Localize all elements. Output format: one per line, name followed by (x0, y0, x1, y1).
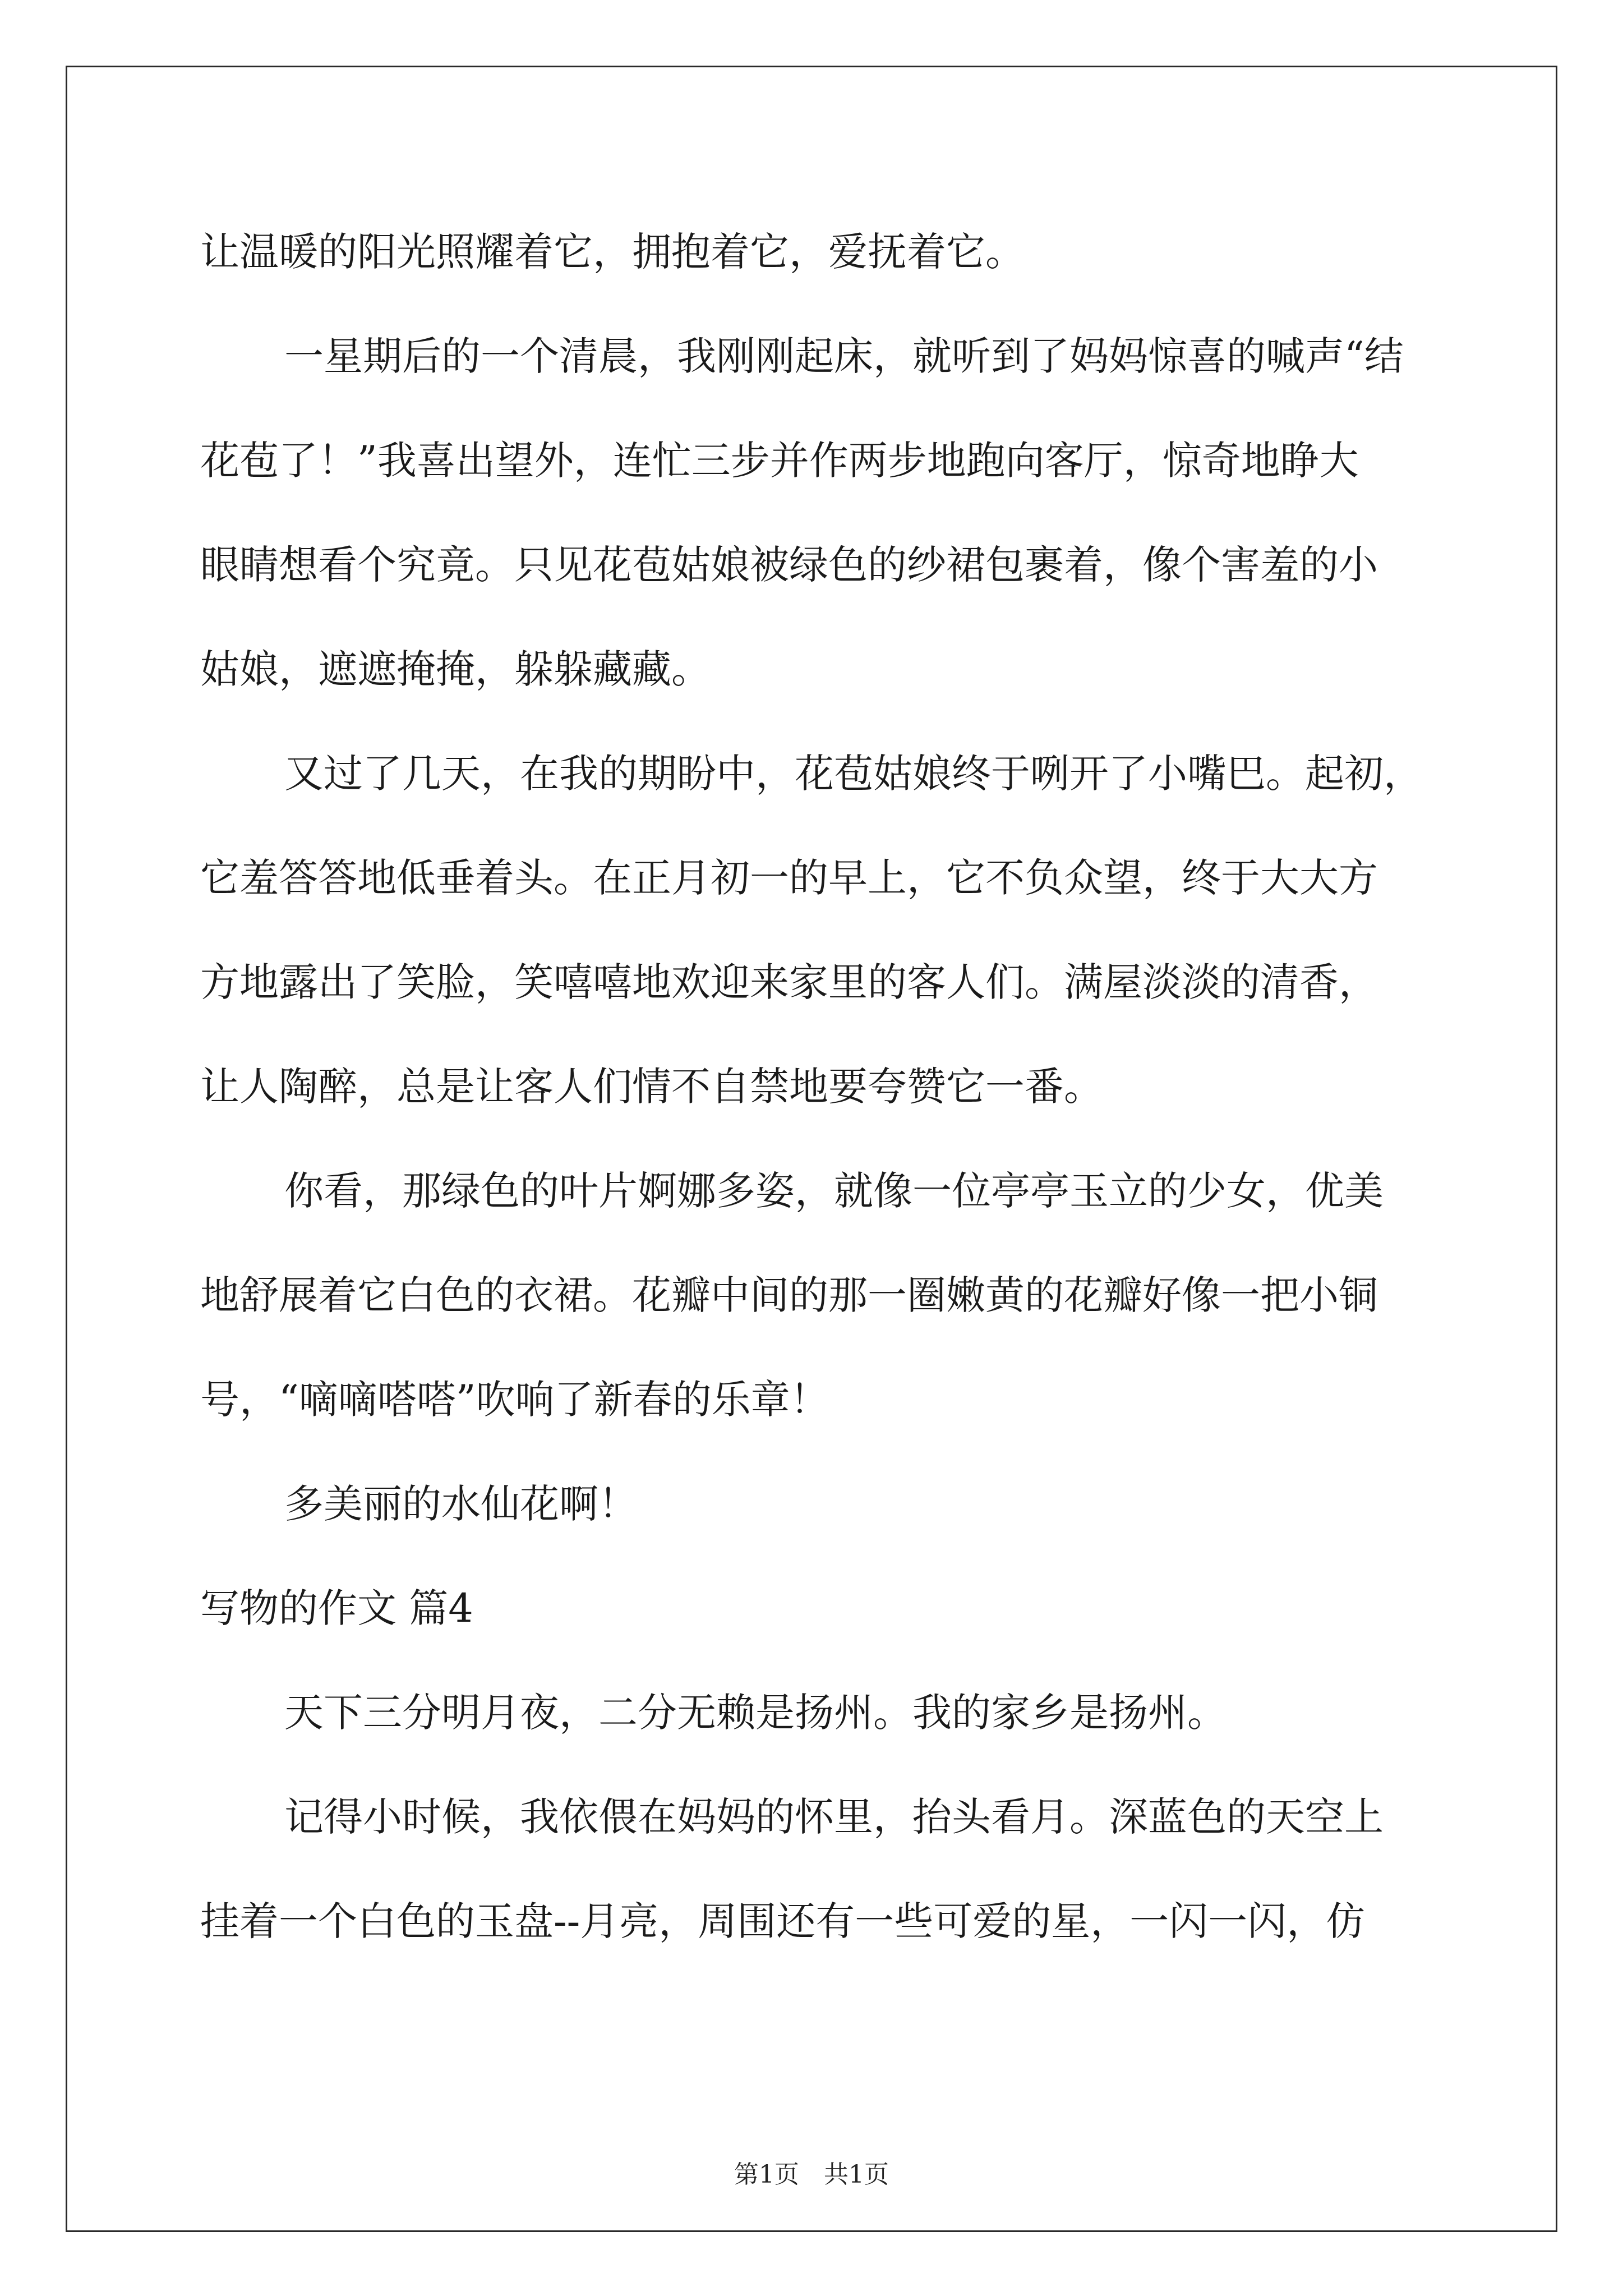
text-line: 姑娘，遮遮掩掩，躲躲藏藏。 (200, 646, 711, 692)
page-total: 共1页 (824, 2160, 889, 2189)
page-footer (0, 2154, 1623, 2190)
paragraph-line: 一星期后的一个清晨，我刚刚起床，就听到了妈妈惊喜的喊声“结 (284, 333, 1404, 379)
text-line: 地舒展着它白色的衣裙。花瓣中间的那一圈嫩黄的花瓣好像一把小铜 (200, 1272, 1378, 1318)
paragraph-line: 又过了几天，在我的期盼中，花苞姑娘终于咧开了小嘴巴。起初， (284, 751, 1423, 797)
text-line: 让人陶醉，总是让客人们情不自禁地要夸赞它一番。 (200, 1064, 1103, 1110)
text-line: 挂着一个白色的玉盘--月亮，周围还有一些可爱的星，一闪一闪，仿 (200, 1898, 1366, 1944)
text-line: 号，“嘀嘀嗒嗒”吹响了新春的乐章！ (200, 1377, 829, 1423)
page-number: 第1页 (734, 2160, 799, 2189)
paragraph-line: 记得小时候，我依偎在妈妈的怀里，抬头看月。深蓝色的天空上 (284, 1794, 1384, 1840)
text-line: 让温暖的阳光照耀着它，拥抱着它，爱抚着它。 (200, 229, 1025, 275)
paragraph-line: 天下三分明月夜，二分无赖是扬州。我的家乡是扬州。 (284, 1690, 1227, 1736)
text-line: 它羞答答地低垂着头。在正月初一的早上，它不负众望，终于大大方 (200, 855, 1378, 901)
paragraph-line: 多美丽的水仙花啊！ (284, 1481, 638, 1527)
text-line: 眼睛想看个究竟。只见花苞姑娘被绿色的纱裙包裹着，像个害羞的小 (200, 542, 1378, 588)
text-line: 方地露出了笑脸，笑嘻嘻地欢迎来家里的客人们。满屋淡淡的清香， (200, 959, 1378, 1005)
text-line: 花苞了！”我喜出望外，连忙三步并作两步地跑向客厅，惊奇地睁大 (200, 438, 1359, 484)
section-heading: 写物的作文 篇4 (200, 1585, 473, 1631)
paragraph-line: 你看，那绿色的叶片婀娜多姿，就像一位亭亭玉立的少女，优美 (284, 1168, 1384, 1214)
